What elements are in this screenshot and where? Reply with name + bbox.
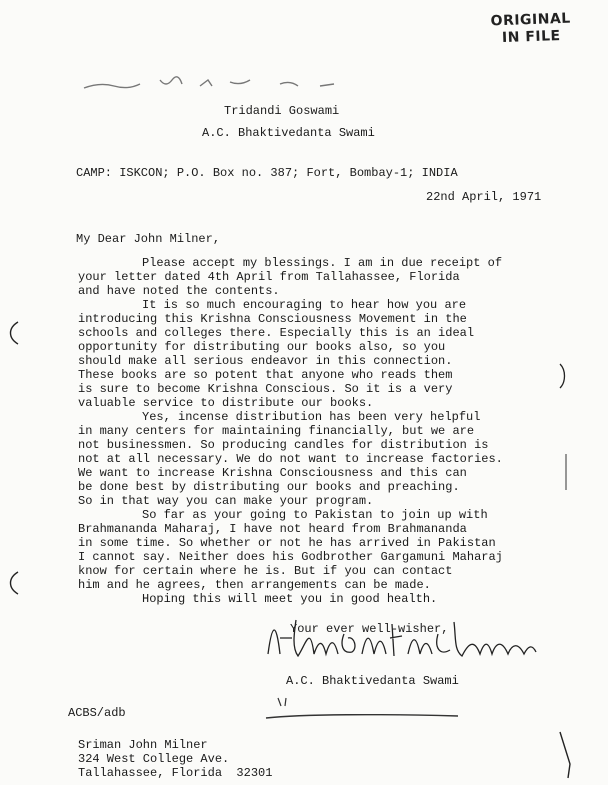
body-line: It is so much encouraging to hear how you are [142,298,467,312]
reference-initials: ACBS/adb [68,706,126,720]
letter-date: 22nd April, 1971 [426,190,542,204]
letterhead-line-2: A.C. Bhaktivedanta Swami [202,126,375,140]
body-line: know for certain where he is. But if you can contact [78,564,453,578]
original-in-file-stamp [486,10,575,47]
margin-bracket-mark [556,362,570,390]
address-line: Sriman John Milner [78,738,208,752]
body-line: We want to increase Krishna Consciousness and this can [78,466,467,480]
handwritten-signature [262,614,542,662]
margin-line-mark [556,730,576,780]
body-line: So far as your going to Pakistan to join up with [142,508,488,522]
body-line: So in that way you can make your program. [78,494,374,508]
body-line: I cannot say. Neither does his Godbrother Gargamuni Maharaj [78,550,503,564]
body-line: should make all serious endeavor in this connection. [78,354,453,368]
body-line: and have noted the contents. [78,284,280,298]
letterhead-line-1: Tridandi Goswami [224,104,340,118]
body-line: Brahmananda Maharaj, I have not heard from Brahmananda [78,522,467,536]
stamp-line-1: ORIGINAL [490,10,571,30]
salutation: My Dear John Milner, [76,232,221,246]
signature-underline-mark [262,688,462,722]
body-line: him and he agrees, then arrangements can be made. [78,578,431,592]
body-line: not at all necessary. We do not want to increase factories. [78,452,503,466]
camp-address: CAMP: ISKCON; P.O. Box no. 387; Fort, Bombay-1; INDIA [76,166,458,180]
body-line: Please accept my blessings. I am in due receipt of [142,256,503,270]
body-line: not businessmen. So producing candles for distribution is [78,438,489,452]
stamp-line-2: IN FILE [501,27,561,47]
address-line: 324 West College Ave. [78,752,230,766]
faded-handwriting-mark [80,68,380,98]
body-line: in some time. So whether or not he has arrived in Pakistan [78,536,496,550]
punch-hole-mark [6,318,22,346]
body-line: in many centers for maintaining financially, but we are [78,424,475,438]
body-line: schools and colleges there. Especially this is an ideal [78,326,475,340]
body-line: opportunity for distributing our books also, so you [78,340,446,354]
typed-signature-name: A.C. Bhaktivedanta Swami [286,674,459,688]
body-line: Hoping this will meet you in good health. [142,592,438,606]
body-line: introducing this Krishna Consciousness Movement in the [78,312,467,326]
body-line: be done best by distributing our books and preaching. [78,480,460,494]
body-line: valuable service to distribute our books. [78,396,374,410]
address-line: Tallahassee, Florida 32301 [78,766,273,780]
body-line: Yes, incense distribution has been very helpful [142,410,481,424]
margin-line-mark [562,452,570,492]
body-line: is sure to become Krishna Conscious. So it is a very [78,382,453,396]
body-line: your letter dated 4th April from Tallahassee, Florida [78,270,460,284]
punch-hole-mark [6,568,22,596]
body-line: These books are so potent that anyone who reads them [78,368,453,382]
closing: Your ever well-wisher, [290,622,449,636]
